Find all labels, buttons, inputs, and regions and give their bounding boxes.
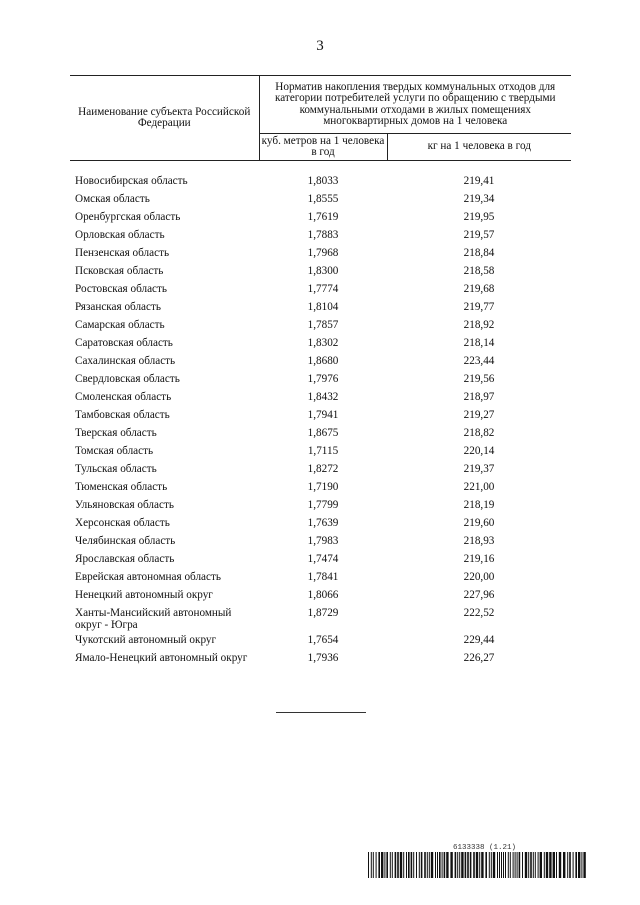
table-row bbox=[70, 499, 571, 517]
mass-cell: 219,95 bbox=[463, 211, 495, 223]
volume-cell: 1,8432 bbox=[307, 391, 339, 403]
mass-cell: 219,68 bbox=[463, 283, 495, 295]
table-row bbox=[70, 175, 571, 193]
region-cell: Ульяновская область bbox=[75, 499, 174, 511]
table-row bbox=[70, 301, 571, 319]
region-cell: Ханты-Мансийский автономный округ - Югра bbox=[75, 607, 232, 631]
volume-cell: 1,8033 bbox=[307, 175, 339, 187]
region-cell: Ямало-Ненецкий автономный округ bbox=[75, 652, 248, 664]
volume-cell: 1,7799 bbox=[307, 499, 339, 511]
table-row bbox=[70, 265, 571, 283]
volume-cell: 1,8066 bbox=[307, 589, 339, 601]
volume-cell: 1,7190 bbox=[307, 481, 339, 493]
header-region-name: Наименование субъекта Российской Федерации bbox=[70, 76, 259, 161]
table-row bbox=[70, 445, 571, 463]
region-cell: Ненецкий автономный округ bbox=[75, 589, 213, 601]
volume-cell: 1,7936 bbox=[307, 652, 339, 664]
region-cell: Томская область bbox=[75, 445, 154, 457]
table-row bbox=[70, 517, 571, 535]
region-cell: Смоленская область bbox=[75, 391, 172, 403]
mass-cell: 218,97 bbox=[463, 391, 495, 403]
region-cell: Самарская область bbox=[75, 319, 165, 331]
mass-cell: 219,41 bbox=[463, 175, 495, 187]
mass-cell: 219,77 bbox=[463, 301, 495, 313]
table-row bbox=[70, 571, 571, 589]
region-cell: Ростовская область bbox=[75, 283, 167, 295]
volume-cell: 1,8680 bbox=[307, 355, 339, 367]
mass-cell: 218,93 bbox=[463, 535, 495, 547]
mass-cell: 218,84 bbox=[463, 247, 495, 259]
table-row bbox=[70, 553, 571, 571]
mass-cell: 218,82 bbox=[463, 427, 495, 439]
region-cell: Херсонская область bbox=[75, 517, 170, 529]
region-cell: Свердловская область bbox=[75, 373, 180, 385]
table-row bbox=[70, 373, 571, 391]
volume-cell: 1,7883 bbox=[307, 229, 339, 241]
mass-cell: 218,14 bbox=[463, 337, 495, 349]
mass-cell: 219,60 bbox=[463, 517, 495, 529]
region-cell: Новосибирская область bbox=[75, 175, 188, 187]
mass-cell: 221,00 bbox=[463, 481, 495, 493]
page-number: 3 bbox=[316, 38, 324, 54]
table-row bbox=[70, 319, 571, 337]
volume-cell: 1,8555 bbox=[307, 193, 339, 205]
region-cell: Псковская область bbox=[75, 265, 164, 277]
mass-cell: 229,44 bbox=[463, 634, 495, 646]
volume-cell: 1,7976 bbox=[307, 373, 339, 385]
table-row bbox=[70, 409, 571, 427]
volume-cell: 1,7983 bbox=[307, 535, 339, 547]
region-cell: Тамбовская область bbox=[75, 409, 170, 421]
region-cell: Сахалинская область bbox=[75, 355, 176, 367]
volume-cell: 1,8300 bbox=[307, 265, 339, 277]
volume-cell: 1,7115 bbox=[307, 445, 339, 457]
region-cell: Оренбургская область bbox=[75, 211, 181, 223]
table-spacer-row bbox=[70, 161, 571, 176]
header-volume: куб. метров на 1 человека в год bbox=[259, 134, 387, 161]
region-cell: Орловская область bbox=[75, 229, 165, 241]
mass-cell: 219,57 bbox=[463, 229, 495, 241]
region-cell: Тульская область bbox=[75, 463, 157, 475]
table-row bbox=[70, 589, 571, 607]
region-cell: Саратовская область bbox=[75, 337, 173, 349]
header-mass: кг на 1 человека в год bbox=[387, 134, 571, 161]
end-divider-line bbox=[276, 712, 366, 713]
table-row bbox=[70, 652, 571, 670]
mass-cell: 219,16 bbox=[463, 553, 495, 565]
table-row bbox=[70, 355, 571, 373]
volume-cell: 1,8729 bbox=[307, 607, 339, 619]
mass-cell: 218,58 bbox=[463, 265, 495, 277]
table-row bbox=[70, 634, 571, 652]
mass-cell: 219,27 bbox=[463, 409, 495, 421]
volume-cell: 1,7654 bbox=[307, 634, 339, 646]
table-row bbox=[70, 427, 571, 445]
table-row bbox=[70, 283, 571, 301]
mass-cell: 226,27 bbox=[463, 652, 495, 664]
table-row bbox=[70, 391, 571, 409]
volume-cell: 1,8104 bbox=[307, 301, 339, 313]
mass-cell: 219,37 bbox=[463, 463, 495, 475]
table-row bbox=[70, 229, 571, 247]
norms-table-wrapper bbox=[70, 75, 571, 670]
volume-cell: 1,7941 bbox=[307, 409, 339, 421]
region-cell: Тверская область bbox=[75, 427, 157, 439]
table-row bbox=[70, 535, 571, 553]
table-row bbox=[70, 247, 571, 265]
region-cell: Еврейская автономная область bbox=[75, 571, 221, 583]
table-row bbox=[70, 211, 571, 229]
document-stamp-code: 6133338 (1.21) bbox=[453, 844, 517, 852]
barcode-icon bbox=[368, 852, 588, 878]
mass-cell: 220,00 bbox=[463, 571, 495, 583]
mass-cell: 218,19 bbox=[463, 499, 495, 511]
volume-cell: 1,7857 bbox=[307, 319, 339, 331]
volume-cell: 1,8675 bbox=[307, 427, 339, 439]
table-row bbox=[70, 337, 571, 355]
volume-cell: 1,7619 bbox=[307, 211, 339, 223]
region-cell: Рязанская область bbox=[75, 301, 161, 313]
table-body bbox=[70, 161, 571, 671]
header-norm: Норматив накопления твердых коммунальных отходов для категории потребителей услуги по обращению с твердыми коммунальными отходами в жилых помещениях многоквартирных домов на 1 человека bbox=[259, 76, 571, 134]
volume-cell: 1,7474 bbox=[307, 553, 339, 565]
table-row bbox=[70, 607, 571, 634]
mass-cell: 219,56 bbox=[463, 373, 495, 385]
table-row bbox=[70, 193, 571, 211]
volume-cell: 1,7639 bbox=[307, 517, 339, 529]
volume-cell: 1,8272 bbox=[307, 463, 339, 475]
mass-cell: 220,14 bbox=[463, 445, 495, 457]
region-cell: Челябинская область bbox=[75, 535, 176, 547]
volume-cell: 1,7774 bbox=[307, 283, 339, 295]
region-cell: Чукотский автономный округ bbox=[75, 634, 217, 646]
mass-cell: 219,34 bbox=[463, 193, 495, 205]
region-cell: Омская область bbox=[75, 193, 150, 205]
mass-cell: 222,52 bbox=[463, 607, 495, 619]
region-cell: Ярославская область bbox=[75, 553, 175, 565]
table-header bbox=[70, 76, 571, 161]
volume-cell: 1,8302 bbox=[307, 337, 339, 349]
volume-cell: 1,7968 bbox=[307, 247, 339, 259]
mass-cell: 223,44 bbox=[463, 355, 495, 367]
region-cell: Тюменская область bbox=[75, 481, 168, 493]
region-cell: Пензенская область bbox=[75, 247, 170, 259]
table-row bbox=[70, 481, 571, 499]
mass-cell: 218,92 bbox=[463, 319, 495, 331]
volume-cell: 1,7841 bbox=[307, 571, 339, 583]
mass-cell: 227,96 bbox=[463, 589, 495, 601]
norms-table bbox=[70, 75, 571, 670]
table-row bbox=[70, 463, 571, 481]
